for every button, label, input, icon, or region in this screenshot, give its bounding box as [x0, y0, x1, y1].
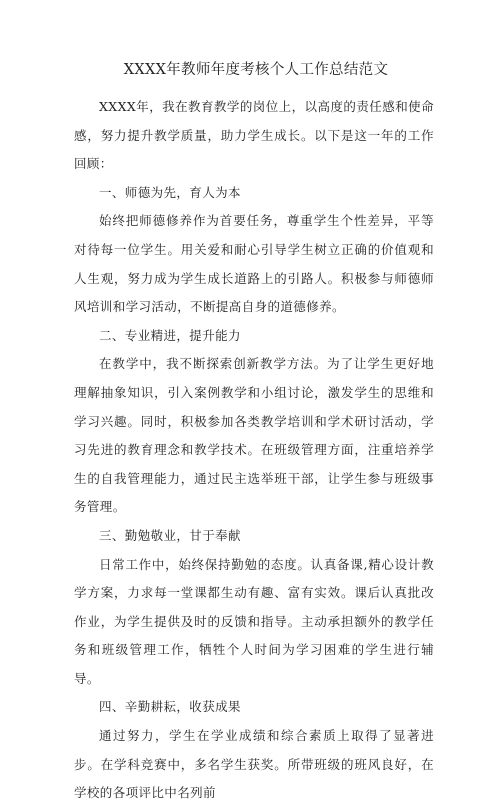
document-title: XXXX年教师年度考核个人工作总结范文 [123, 62, 389, 78]
section-heading: 四、辛勤耕耘，收获成果 [99, 699, 241, 715]
section-heading: 三、勤勉敬业，甘于奉献 [99, 527, 241, 543]
section-paragraph: 通过努力，学生在学业成绩和综合素质上取得了显著进步。在学科竞赛中，多名学生获奖。所带班级的班风良好，在学校的各项评比中名列前 [74, 728, 434, 801]
section-heading: 二、专业精进，提升能力 [99, 327, 241, 343]
intro-paragraph: XXXX年，我在教育教学的岗位上，以高度的责任感和使命感，努力提升教学质量，助力学生成长。以下是这一年的工作回顾： [74, 99, 434, 172]
section-paragraph: 始终把师德修养作为首要任务，尊重学生个性差异，平等对待每一位学生。用关爱和耐心引导学生树立正确的价值观和人生观，努力成为学生成长道路上的引路人。积极参与师德师风培训和学习活动，不断提高自身的道德修养。 [74, 213, 434, 315]
section-paragraph: 在教学中，我不断探索创新教学方法。为了让学生更好地理解抽象知识，引入案例教学和小组讨论，激发学生的思维和学习兴趣。同时，积极参加各类教学培训和学术研讨活动，学习先进的教育理念和教学技术。在班级管理方面，注重培养学生的自我管理能力，通过民主选举班干部，让学生参与班级事务管理。 [74, 356, 434, 515]
section-heading: 一、师德为先，育人为本 [99, 184, 241, 200]
section-paragraph: 日常工作中，始终保持勤勉的态度。认真备课,精心设计教学方案，力求每一堂课都生动有趣、富有实效。课后认真批改作业，为学生提供及时的反馈和指导。主动承担额外的教学任务和班级管理工作，牺牲个人时间为学习困难的学生进行辅导。 [74, 556, 434, 686]
